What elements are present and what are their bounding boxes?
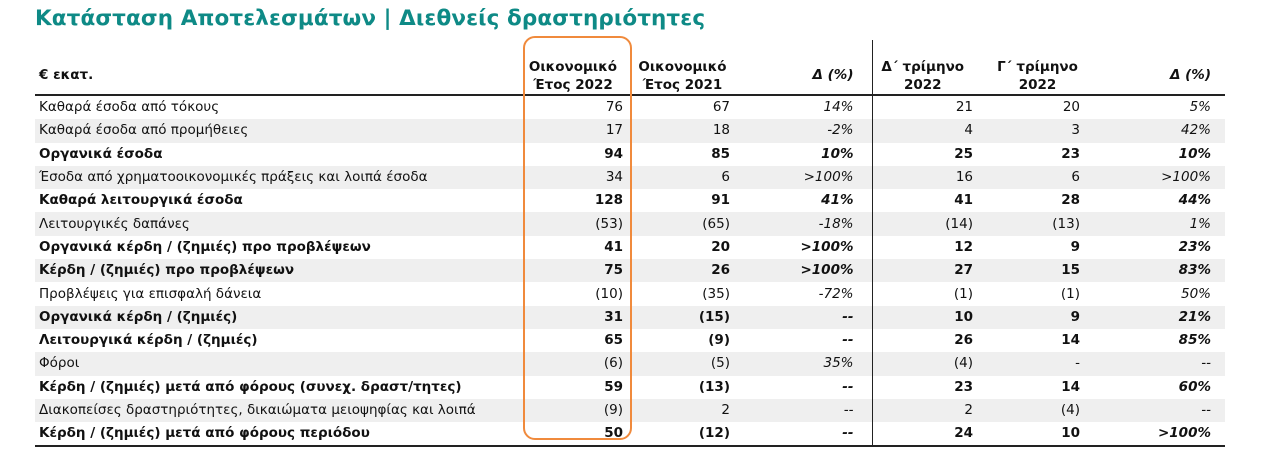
row-label: Καθαρά λειτουργικά έσοδα — [39, 192, 243, 209]
header-q4-line2: 2022 — [903, 77, 942, 93]
header-q3-line1: Γ΄ τρίμηνο — [997, 59, 1078, 75]
cell-q3-2022: 20 — [1062, 99, 1080, 116]
cell-q4-2022: 21 — [955, 99, 973, 116]
row-label: Καθαρά έσοδα από τόκους — [39, 99, 220, 116]
row-label: Έσοδα από χρηματοοικονομικές πράξεις και λοιπά έσοδα — [35, 166, 523, 189]
table-row — [35, 259, 1225, 282]
cell-q3-2022: 23 — [1061, 145, 1080, 162]
table-row — [35, 95, 1225, 119]
row-label: Κέρδη / (ζημιές) προ προβλέψεων — [35, 259, 523, 282]
cell-fy2022: (6) — [523, 352, 635, 375]
cell-q3-2022: 14 — [1061, 378, 1080, 395]
row-label: Οργανικά κέρδη / (ζημιές) — [35, 306, 523, 329]
cell-fy2022: 94 — [604, 145, 623, 162]
cell-q3-2022: 6 — [995, 166, 1110, 189]
cell-q3-2022: (13) — [995, 212, 1110, 235]
cell-delta-quarter: 83% — [1110, 259, 1225, 282]
cell-fy2021: (12) — [698, 425, 730, 442]
header-fy2021-line2: Έτος 2021 — [642, 77, 723, 93]
table-header-row — [35, 40, 1225, 95]
header-fy2021-line1: Οικονομικό — [638, 59, 727, 75]
cell-delta-quarter: 44% — [1178, 192, 1211, 209]
cell-delta-year: >100% — [752, 236, 872, 259]
cell-q4-2022: 16 — [872, 166, 995, 189]
cell-delta-quarter: >100% — [1157, 425, 1211, 442]
row-label: Οργανικά έσοδα — [39, 145, 163, 162]
cell-delta-year: -72% — [752, 282, 872, 305]
row-label: Καθαρά έσοδα από προμήθειες — [35, 119, 523, 142]
cell-q4-2022: 10 — [872, 306, 995, 329]
cell-delta-year: 41% — [752, 189, 872, 212]
cell-delta-quarter: 60% — [1178, 378, 1211, 395]
cell-delta-quarter: 5% — [1189, 99, 1211, 116]
row-label: Προβλέψεις για επισφαλή δάνεια — [39, 285, 262, 302]
cell-fy2021: (5) — [635, 352, 752, 375]
cell-fy2021: 20 — [711, 238, 730, 255]
cell-q3-2022: 28 — [1061, 192, 1080, 209]
cell-fy2022: (53) — [523, 212, 635, 235]
cell-delta-year: -- — [752, 306, 872, 329]
income-statement-table — [35, 40, 1225, 447]
cell-delta-year: 14% — [752, 95, 872, 119]
cell-delta-year: -18% — [752, 212, 872, 235]
cell-delta-year: 10% — [752, 143, 872, 166]
cell-q3-2022: 10 — [1061, 425, 1080, 442]
header-q3-line2: 2022 — [1018, 77, 1057, 93]
cell-delta-quarter: 21% — [1110, 306, 1225, 329]
table-row — [35, 306, 1225, 329]
table-row — [35, 282, 1225, 305]
cell-fy2021: 6 — [635, 166, 752, 189]
cell-q4-2022: 41 — [954, 192, 973, 209]
cell-q3-2022: (4) — [995, 399, 1110, 422]
table-row — [35, 189, 1225, 212]
row-label: Λειτουργικά κέρδη / (ζημιές) — [39, 332, 258, 349]
cell-delta-quarter: -- — [1110, 399, 1225, 422]
cell-delta-year: >100% — [752, 259, 872, 282]
cell-delta-year: -- — [752, 399, 872, 422]
header-q4-2022 — [872, 40, 995, 95]
cell-fy2022: 76 — [605, 99, 623, 116]
row-label: Διακοπείσες δραστηριότητες, δικαιώματα μειοψηφίας και λοιπά — [35, 399, 523, 422]
header-fy2021 — [635, 40, 752, 95]
cell-fy2022: 50 — [604, 425, 623, 442]
cell-delta-quarter: 23% — [1178, 238, 1211, 255]
cell-fy2021: (13) — [698, 378, 730, 395]
cell-fy2021: 91 — [711, 192, 730, 209]
cell-fy2022: 31 — [523, 306, 635, 329]
table-row — [35, 236, 1225, 259]
cell-q3-2022: 14 — [1061, 332, 1080, 349]
row-label: Κέρδη / (ζημιές) μετά από φόρους (συνεχ. δραστ/τητες) — [39, 378, 462, 395]
table-row — [35, 422, 1225, 446]
cell-q3-2022: 3 — [995, 119, 1110, 142]
cell-q4-2022: 2 — [872, 399, 995, 422]
cell-q4-2022: 27 — [872, 259, 995, 282]
row-label: Κέρδη / (ζημιές) μετά από φόρους περιόδου — [39, 425, 370, 442]
header-delta-year: Δ (%) — [752, 40, 872, 95]
cell-fy2021: (65) — [635, 212, 752, 235]
cell-fy2022: 75 — [523, 259, 635, 282]
cell-fy2022: (10) — [595, 285, 623, 302]
header-fy2022-line1: Οικονομικό — [528, 59, 618, 75]
cell-fy2022: (9) — [523, 399, 635, 422]
cell-delta-year: -2% — [752, 119, 872, 142]
table-row — [35, 166, 1225, 189]
header-fy2022-line2: Έτος 2022 — [533, 77, 613, 93]
cell-q3-2022: 9 — [995, 306, 1110, 329]
table-row — [35, 329, 1225, 352]
cell-fy2021: (35) — [702, 285, 730, 302]
cell-fy2021: 67 — [712, 99, 730, 116]
cell-delta-year: >100% — [752, 166, 872, 189]
cell-delta-quarter: -- — [1110, 352, 1225, 375]
header-fy2022 — [523, 40, 635, 95]
header-delta-quarter: Δ (%) — [1169, 67, 1211, 83]
cell-q3-2022: (1) — [1060, 285, 1080, 302]
cell-fy2022: 41 — [604, 238, 623, 255]
row-label: Λειτουργικές δαπάνες — [35, 212, 523, 235]
header-currency-label: € εκατ. — [39, 67, 94, 83]
header-q3-2022 — [995, 40, 1110, 95]
table-row — [35, 376, 1225, 399]
cell-q4-2022: (14) — [872, 212, 995, 235]
table-row — [35, 143, 1225, 166]
cell-fy2021: 26 — [635, 259, 752, 282]
row-label: Φόροι — [35, 352, 523, 375]
row-label: Οργανικά κέρδη / (ζημιές) προ προβλέψεων — [39, 238, 371, 255]
cell-q3-2022: 9 — [1070, 238, 1080, 255]
cell-q4-2022: (1) — [953, 285, 973, 302]
cell-fy2021: 85 — [711, 145, 730, 162]
cell-delta-year: -- — [752, 422, 872, 446]
cell-delta-quarter: 1% — [1110, 212, 1225, 235]
cell-delta-year: -- — [752, 329, 872, 352]
cell-fy2022: 34 — [523, 166, 635, 189]
cell-fy2022: 59 — [604, 378, 623, 395]
cell-fy2021: (15) — [635, 306, 752, 329]
cell-delta-year: 35% — [752, 352, 872, 375]
cell-q4-2022: 4 — [872, 119, 995, 142]
cell-q4-2022: 23 — [954, 378, 973, 395]
header-q4-line1: Δ΄ τρίμηνο — [881, 59, 965, 75]
table-row — [35, 119, 1225, 142]
cell-fy2021: 2 — [635, 399, 752, 422]
cell-q4-2022: 24 — [954, 425, 973, 442]
table-row — [35, 212, 1225, 235]
cell-fy2021: 18 — [635, 119, 752, 142]
cell-delta-quarter: 50% — [1180, 285, 1211, 302]
cell-delta-year: -- — [752, 376, 872, 399]
cell-fy2022: 17 — [523, 119, 635, 142]
cell-q4-2022: 25 — [954, 145, 973, 162]
cell-q4-2022: 12 — [954, 238, 973, 255]
cell-delta-quarter: 10% — [1178, 145, 1211, 162]
page-title: Κατάσταση Αποτελεσμάτων | Διεθνείς δραστηριότητες — [35, 6, 706, 31]
cell-delta-quarter: >100% — [1110, 166, 1225, 189]
cell-fy2021: (9) — [708, 332, 730, 349]
cell-q3-2022: 15 — [995, 259, 1110, 282]
cell-q4-2022: (4) — [872, 352, 995, 375]
table-row — [35, 399, 1225, 422]
cell-q3-2022: - — [995, 352, 1110, 375]
cell-fy2022: 65 — [604, 332, 623, 349]
cell-q4-2022: 26 — [954, 332, 973, 349]
table-row — [35, 352, 1225, 375]
cell-delta-quarter: 42% — [1110, 119, 1225, 142]
cell-fy2022: 128 — [594, 192, 623, 209]
cell-delta-quarter: 85% — [1178, 332, 1211, 349]
